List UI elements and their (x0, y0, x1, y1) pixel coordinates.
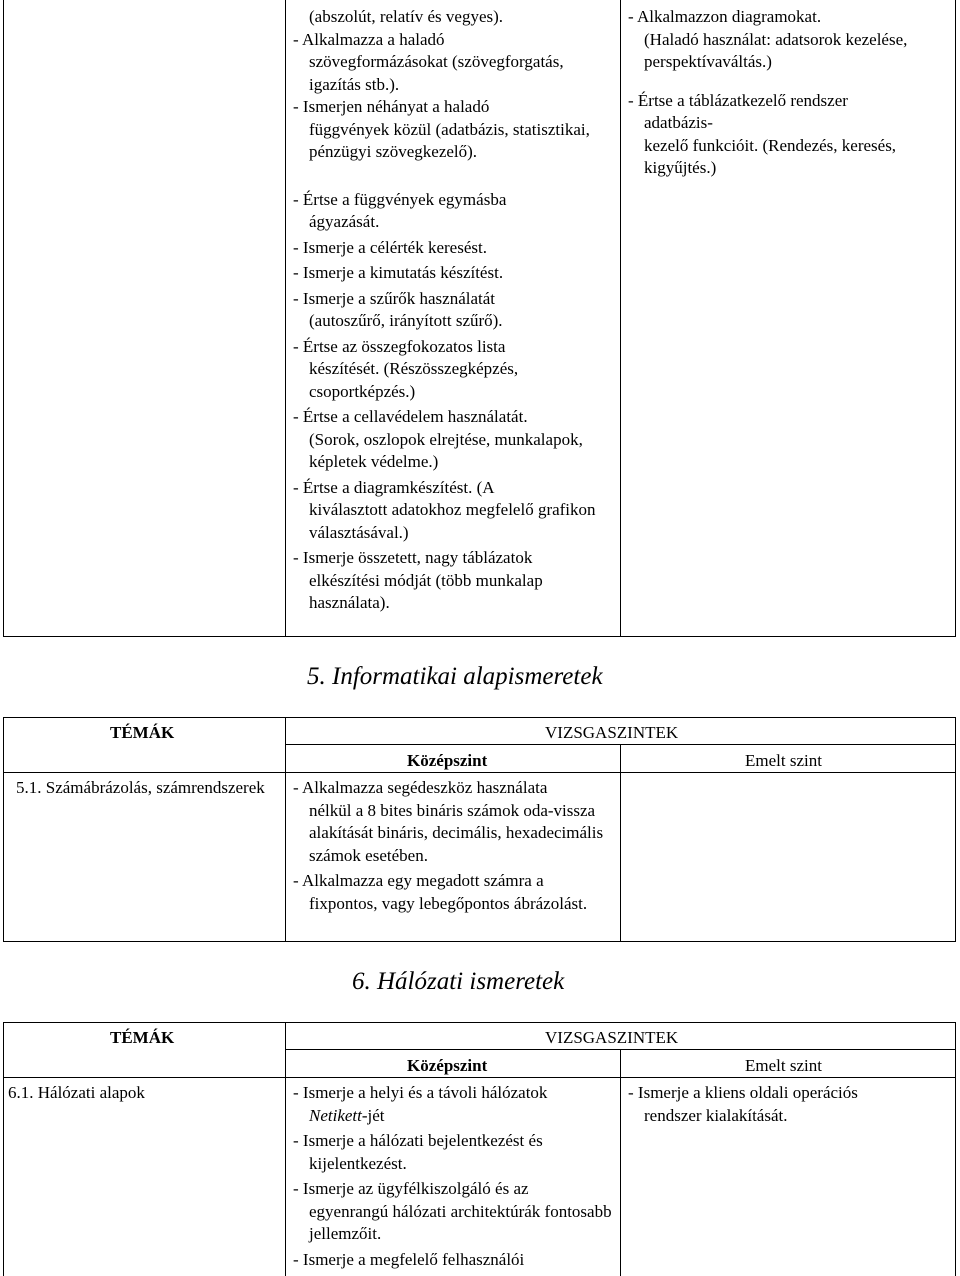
list-item-text: - Ismerje a megfelelő felhasználói (293, 1249, 525, 1269)
list-item-text: ágyazását. (309, 212, 380, 231)
table-header-divider (3, 1077, 286, 1078)
list-item-text: - Ismerje a kliens oldali operációs (628, 1083, 858, 1102)
list-item-text: (Haladó használat: adatsorok kezelése, perspektívaváltás.) (644, 29, 908, 71)
list-item-text: (autoszűrő, irányított szűrő). (309, 311, 503, 330)
table-bottom-border (3, 941, 956, 942)
list-item (293, 6, 618, 29)
list-item (628, 90, 950, 180)
table-border-left (3, 1022, 4, 1276)
list-item-text: (abszolút, relatív és vegyes). (309, 7, 504, 26)
topic-cell: 5.1. Számábrázolás, számrendszerek (16, 778, 265, 797)
list-item-text: -jét (361, 1105, 385, 1125)
list-item (293, 336, 618, 404)
list-item-text: - Ismerje a célérték keresést. (293, 237, 487, 257)
kozepszint-column (293, 1082, 618, 1271)
list-item-text: adatbázis- (644, 113, 713, 132)
list-item (293, 777, 618, 867)
list-item-text: - Ismerje a helyi és a távoli hálózatok (293, 1083, 548, 1102)
column-header-kozepszint: Középszint (407, 1056, 488, 1075)
section-title: 6. Hálózati ismeretek (352, 968, 565, 995)
section-title: 5. Informatikai alapismeretek (307, 663, 603, 690)
table-divider-2 (620, 0, 621, 637)
table-divider-2 (620, 744, 621, 942)
list-item (293, 477, 618, 545)
list-item-text: függvények közül (adatbázis, statisztikai, pénzügyi szövegkezelő). (309, 119, 590, 161)
column-header-vizsgaszintek: VIZSGASZINTEK (545, 1028, 679, 1047)
list-item-text: - Értse a diagramkészítést. (A (293, 477, 495, 497)
list-item-text: (Sorok, oszlopok elrejtése, munkalapok, képletek védelme.) (309, 429, 583, 471)
table-border-right (955, 717, 956, 942)
list-item-text: kiválasztott adatokhoz megfelelő grafikon választásával.) (309, 500, 596, 542)
list-item-text: - Értse a cellavédelem használatát. (293, 407, 528, 426)
list-item-text: elkészítési módját (több munkalap használata). (309, 570, 543, 612)
list-item (293, 547, 618, 615)
list-item-text: - Ismerjen néhányat a haladó (293, 97, 490, 116)
table-divider-1 (285, 0, 286, 637)
list-item-text: - Értse az összegfokozatos lista (293, 336, 506, 356)
list-item-text: - Alkalmazza egy megadott számra a (293, 871, 544, 890)
list-item-text: rendszer kialakítását. (644, 1105, 788, 1125)
table-bottom-border (3, 636, 956, 637)
column-header-temak: TÉMÁK (110, 1028, 175, 1047)
list-item-text: egyenrangú hálózati architektúrák fontosabb jellemzőit. (309, 1201, 612, 1243)
list-item-text: - Alkalmazza segédeszköz használata (293, 778, 548, 797)
table-border-right (955, 0, 956, 637)
list-item (293, 237, 618, 260)
list-item (628, 1082, 950, 1127)
table-divider-2 (620, 1049, 621, 1276)
list-item-text: kijelentkezést. (309, 1153, 407, 1173)
list-item-text: nélkül a 8 bites bináris számok oda-vissza alakítását bináris, decimális, hexadecimális számok esetében. (309, 800, 604, 865)
table-header-divider (3, 772, 286, 773)
list-item (293, 870, 618, 915)
table-border-left (3, 0, 4, 637)
column-header-emelt-szint: Emelt szint (745, 751, 822, 770)
list-item-text: szövegformázásokat (szövegforgatás, igazítás stb.). (309, 52, 564, 94)
emelt-szint-column (628, 1082, 950, 1127)
list-item-text: - Értse a táblázatkezelő rendszer (628, 90, 848, 110)
list-item-text: - Értse a függvények egymásba (293, 189, 507, 209)
top-right-column (628, 6, 950, 180)
list-item (293, 29, 618, 97)
list-item (628, 6, 950, 74)
list-item (293, 189, 618, 234)
list-item (293, 1178, 618, 1246)
table-top-border (3, 717, 956, 718)
column-header-temak: TÉMÁK (110, 723, 175, 742)
list-item-text: - Ismerje a szűrők használatát (293, 288, 496, 308)
list-item (293, 1082, 618, 1127)
table-divider-1 (285, 717, 286, 942)
list-item (293, 96, 618, 164)
list-item-text: kezelő funkcióit. (Rendezés, keresés, kigyűjtés.) (644, 135, 897, 177)
topic-cell: 6.1. Hálózati alapok (8, 1083, 145, 1102)
list-item (293, 1249, 618, 1272)
column-header-vizsgaszintek: VIZSGASZINTEK (545, 723, 679, 742)
table-divider-1 (285, 1022, 286, 1276)
list-item-text: - Ismerje az ügyfélkiszolgáló és az (293, 1179, 529, 1198)
list-item-text: - Alkalmazza a haladó (293, 29, 445, 49)
list-item (293, 288, 618, 333)
column-header-kozepszint: Középszint (407, 751, 488, 770)
list-item (293, 262, 618, 285)
list-item-text: készítését. (Részösszegképzés, csoportképzés.) (309, 359, 519, 401)
top-middle-column (293, 6, 618, 615)
list-item-text: fixpontos, vagy lebegőpontos ábrázolást. (309, 893, 588, 913)
column-header-emelt-szint: Emelt szint (745, 1056, 822, 1075)
table-border-right (955, 1022, 956, 1276)
italic-text: Netikett (309, 1105, 362, 1125)
list-item (293, 1130, 618, 1175)
table-top-border (3, 1022, 956, 1023)
list-item-text: - Ismerje a hálózati bejelentkezést és (293, 1131, 543, 1150)
list-item-text: - Ismerje összetett, nagy táblázatok (293, 548, 533, 567)
table-border-left (3, 717, 4, 942)
list-item-text: - Ismerje a kimutatás készítést. (293, 263, 504, 282)
list-item (293, 406, 618, 474)
list-item-text (293, 1105, 618, 1128)
kozepszint-column (293, 777, 618, 915)
list-item-text: - Alkalmazzon diagramokat. (628, 7, 822, 26)
